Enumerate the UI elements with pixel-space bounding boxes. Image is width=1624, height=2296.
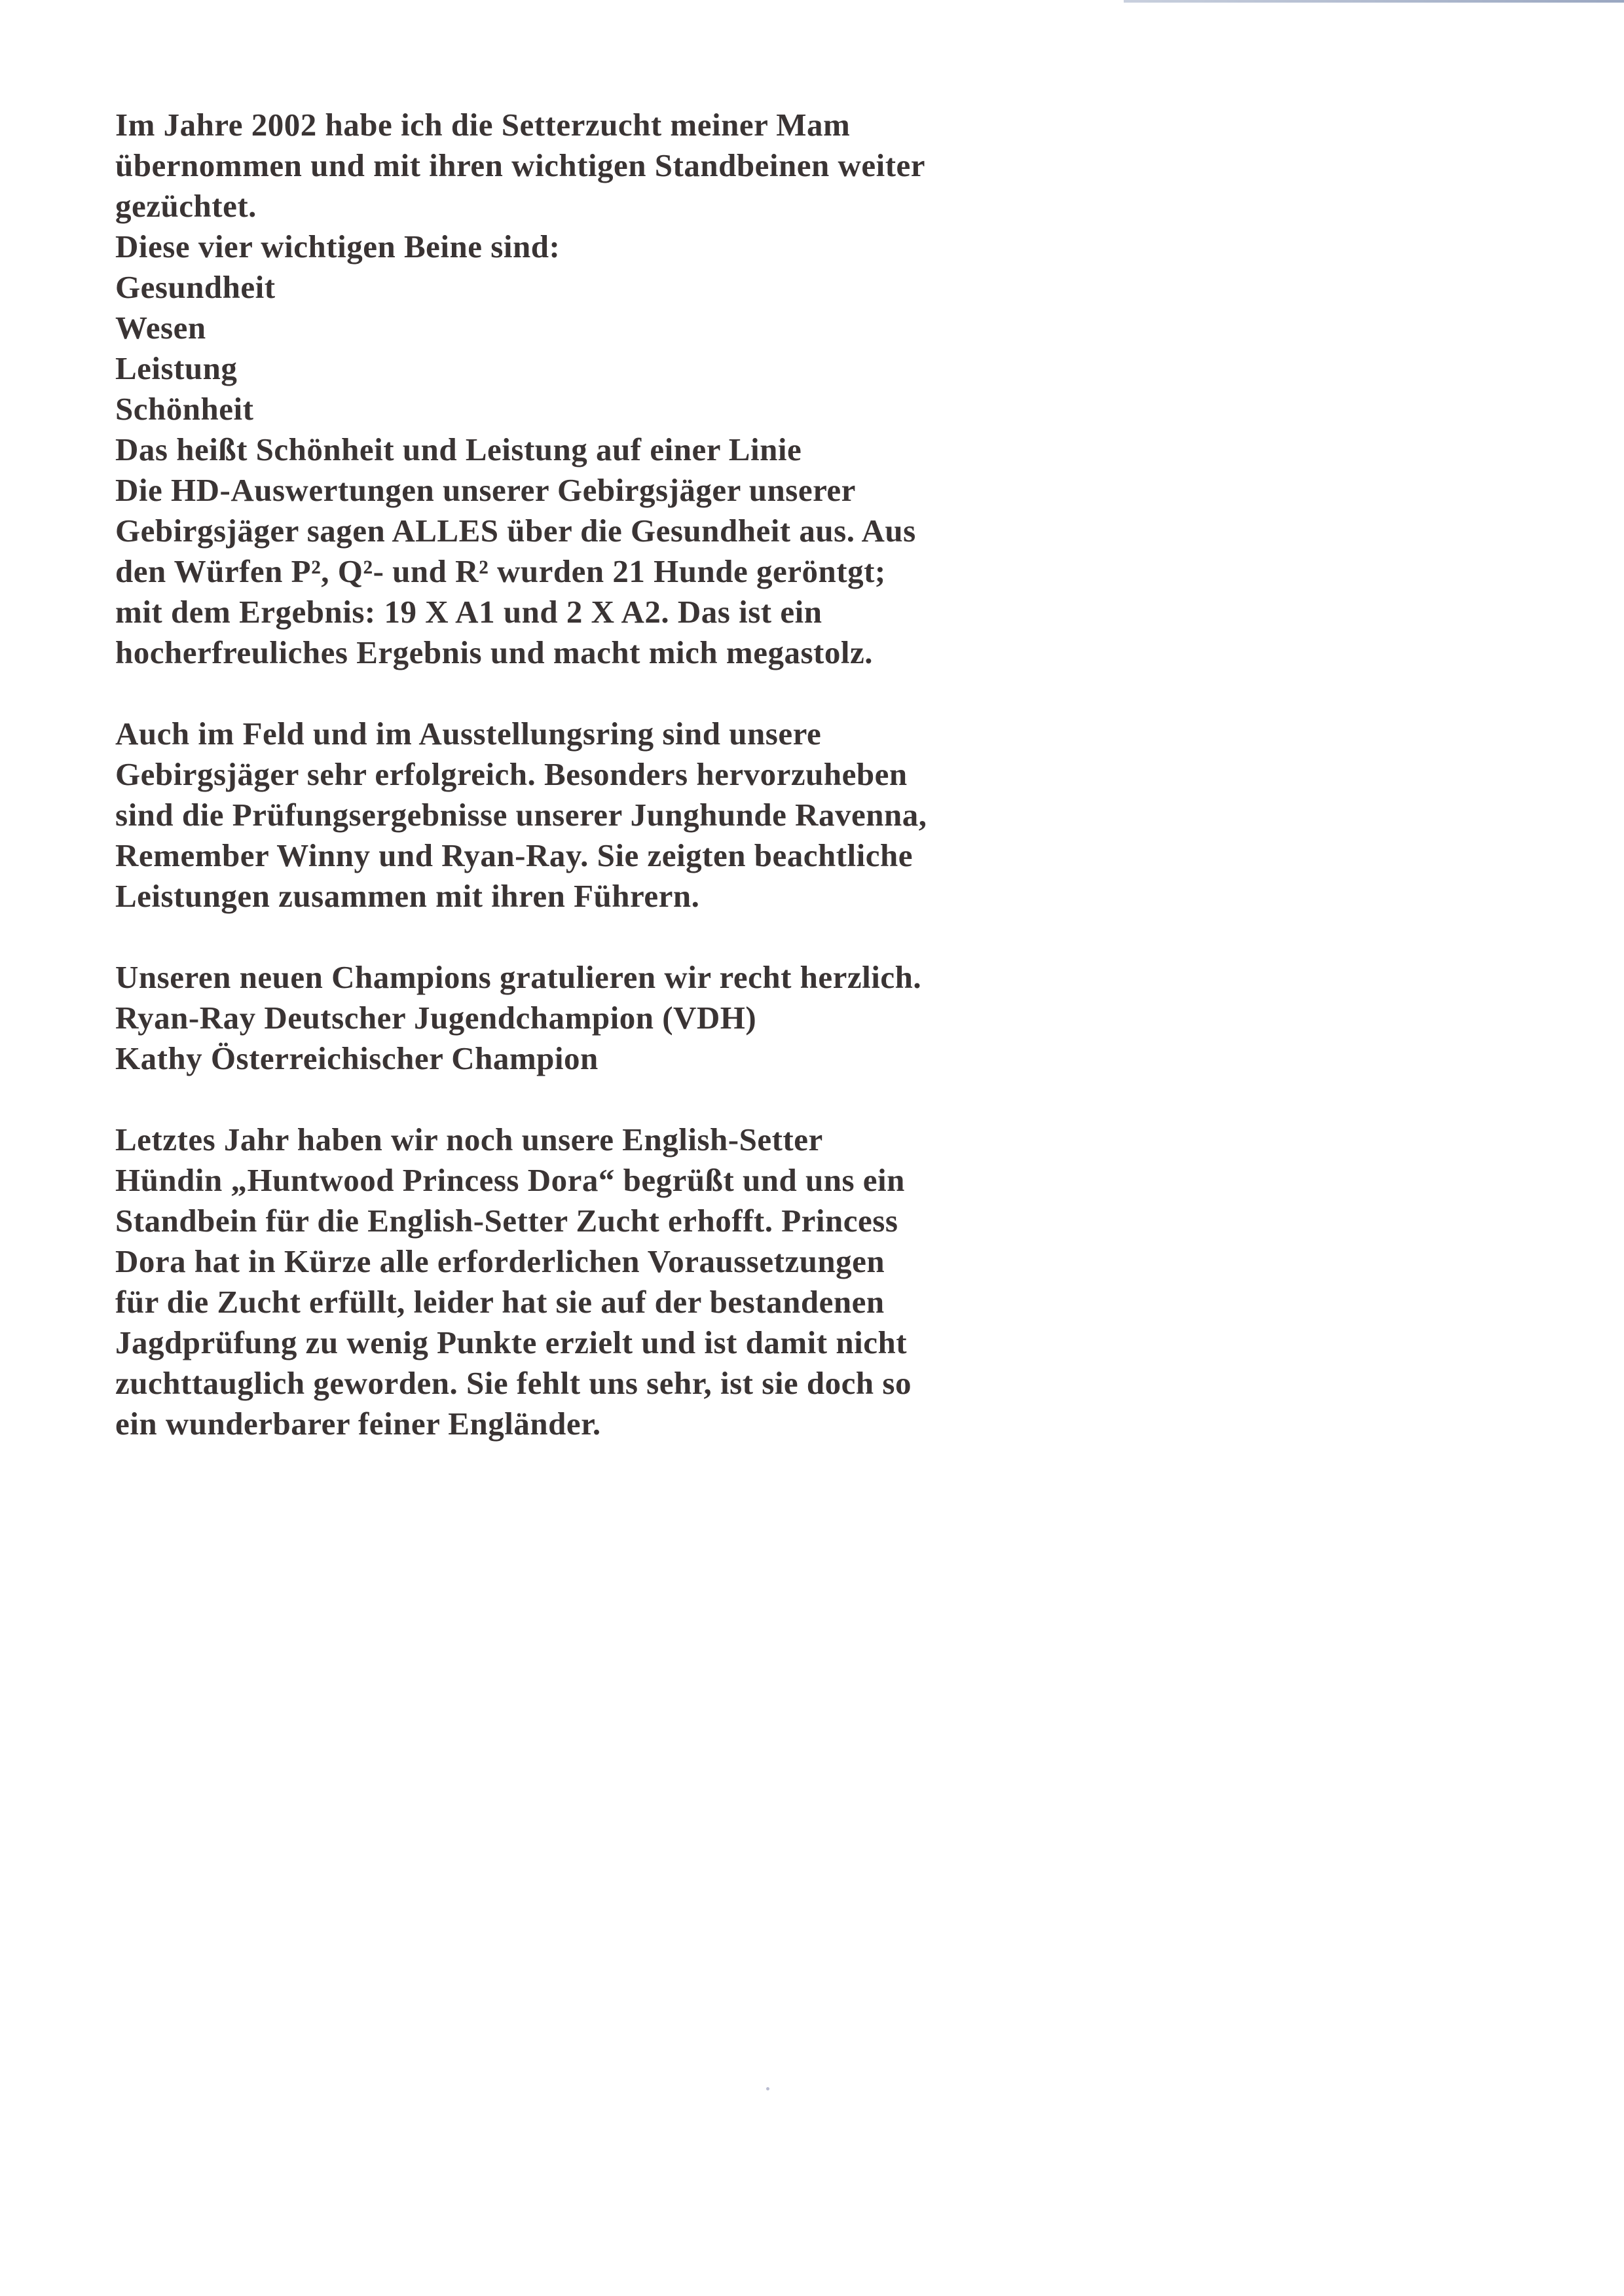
- text-line: übernommen und mit ihren wichtigen Standbeinen weiter: [115, 147, 926, 183]
- text-line: zuchttauglich geworden. Sie fehlt uns sehr, ist sie doch so: [115, 1365, 912, 1401]
- scan-speck: [766, 2087, 769, 2090]
- paragraph-1: [115, 105, 1052, 673]
- text-line: Jagdprüfung zu wenig Punkte erzielt und ist damit nicht: [115, 1324, 908, 1360]
- text-line: Schönheit: [115, 391, 254, 427]
- paragraph-spacer: [115, 917, 1052, 957]
- text-line: Leistungen zusammen mit ihren Führern.: [115, 878, 700, 914]
- paragraph-4: [115, 1120, 1052, 1444]
- paragraph-3: [115, 957, 1052, 1079]
- text-line: Gesundheit: [115, 269, 276, 305]
- paragraph-2: [115, 714, 1052, 917]
- scan-edge-line: [1124, 0, 1624, 3]
- text-line: hocherfreuliches Ergebnis und macht mich megastolz.: [115, 634, 873, 670]
- text-line: mit dem Ergebnis: 19 X A1 und 2 X A2. Das ist ein: [115, 594, 822, 630]
- text-line: gezüchtet.: [115, 188, 257, 224]
- text-line: Wesen: [115, 310, 206, 346]
- text-line: ein wunderbarer feiner Engländer.: [115, 1406, 601, 1442]
- text-line: Das heißt Schönheit und Leistung auf einer Linie: [115, 431, 802, 467]
- text-line: Gebirgsjäger sagen ALLES über die Gesundheit aus. Aus: [115, 513, 916, 549]
- text-line: Im Jahre 2002 habe ich die Setterzucht meiner Mam: [115, 107, 851, 143]
- text-line: Letztes Jahr haben wir noch unsere English-Setter: [115, 1121, 823, 1157]
- text-line: Standbein für die English-Setter Zucht erhofft. Princess: [115, 1203, 898, 1239]
- text-line: Leistung: [115, 350, 238, 386]
- text-line: Remember Winny und Ryan-Ray. Sie zeigten beachtliche: [115, 837, 913, 873]
- paragraph-spacer: [115, 673, 1052, 714]
- text-line: sind die Prüfungsergebnisse unserer Junghunde Ravenna,: [115, 797, 927, 833]
- text-line: Hündin „Huntwood Princess Dora“ begrüßt und uns ein: [115, 1162, 905, 1198]
- text-line: Dora hat in Kürze alle erforderlichen Voraussetzungen: [115, 1243, 885, 1279]
- text-line: Ryan-Ray Deutscher Jugendchampion (VDH): [115, 1000, 757, 1036]
- letter-body: [115, 105, 1052, 1444]
- text-line: den Würfen P², Q²- und R² wurden 21 Hunde geröntgt;: [115, 553, 886, 589]
- text-line: Gebirgsjäger sehr erfolgreich. Besonders hervorzuheben: [115, 756, 908, 792]
- text-line: für die Zucht erfüllt, leider hat sie auf der bestandenen: [115, 1284, 885, 1320]
- text-line: Unseren neuen Champions gratulieren wir recht herzlich.: [115, 959, 922, 995]
- text-line: Kathy Österreichischer Champion: [115, 1040, 599, 1076]
- text-line: Auch im Feld und im Ausstellungsring sind unsere: [115, 716, 822, 752]
- text-line: Die HD-Auswertungen unserer Gebirgsjäger unserer: [115, 472, 856, 508]
- text-line: Diese vier wichtigen Beine sind:: [115, 228, 561, 264]
- paragraph-spacer: [115, 1079, 1052, 1120]
